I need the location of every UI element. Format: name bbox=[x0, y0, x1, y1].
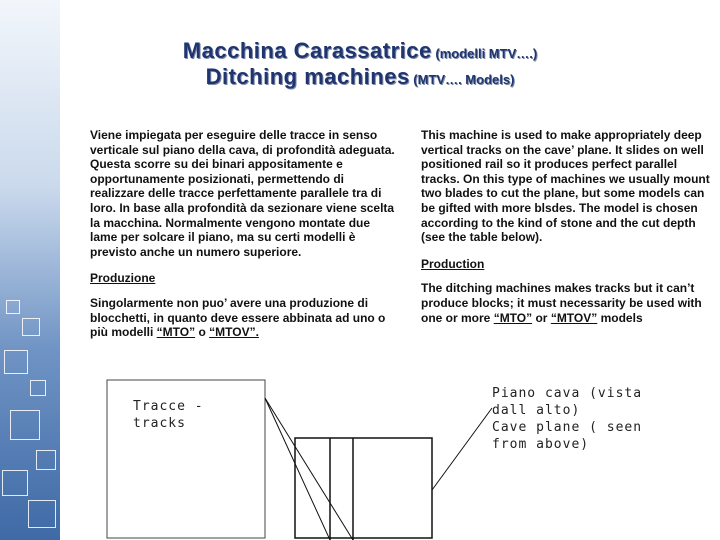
italian-body: Viene impiegata per eseguire delle tracce in senso verticale sul piano della cava, di profondità adeguata. Questa scorre su dei binari appositamente e opportunamente posizionati, permettendo di realizzare delle tracce perfettamente parallele tra di loro. In base alla profondità da sezionare viene scelta la macchina. Normalmente vengono montate due lame per solcare il piano, ma su certi modelli è previsto anche un numero superiore. bbox=[90, 128, 395, 259]
tracks-label-line1: Tracce - bbox=[133, 399, 204, 414]
tracks-label-line2: tracks bbox=[133, 416, 186, 431]
italian-connector: o bbox=[195, 325, 210, 340]
italian-model-mto: “MTO” bbox=[156, 325, 196, 340]
english-model-mtov: “MTOV” bbox=[550, 310, 598, 325]
italian-production-heading: Produzione bbox=[90, 271, 156, 286]
pointer-line-right bbox=[432, 408, 492, 490]
english-tail: models bbox=[597, 310, 643, 325]
plane-label-line3: Cave plane ( seen bbox=[492, 420, 643, 435]
english-production-heading: Production bbox=[421, 256, 485, 271]
english-production-text: The ditching machines makes tracks but it can’t produce blocks; it must necessarity be used with one or more bbox=[421, 281, 702, 325]
plane-label bbox=[492, 385, 642, 453]
title-sub-italian: (modelli MTV….) bbox=[431, 46, 538, 61]
title-sub-english: (MTV…. Models) bbox=[409, 72, 515, 87]
italian-production-text: Singolarmente non puo’ avere una produzione di blocchetti, in quanto deve essere abbinata ad uno o più modelli bbox=[90, 295, 386, 340]
english-model-mto: “MTO” bbox=[493, 310, 533, 325]
english-body: This machine is used to make appropriately deep vertical tracks on the cave’ plane. It slides on well positioned rail so it produces perfect parallel tracks. On this type of machines we usually mount two blades to cut the plane, but some models can be gifted with more blsdes. The model is chosen according to the kind of stone and the cut depth (see the table below). bbox=[421, 128, 710, 245]
title-main-english: Ditching machines bbox=[205, 64, 410, 89]
tracks-label bbox=[133, 398, 204, 432]
quarry-plane-rect bbox=[295, 438, 432, 538]
plane-label-line1: Piano cava (vista bbox=[492, 386, 643, 401]
plane-label-line4: from above) bbox=[492, 437, 590, 452]
title-main-italian: Macchina Carassatrice bbox=[182, 38, 432, 63]
english-connector: or bbox=[532, 310, 551, 325]
plane-label-line2: dall alto) bbox=[492, 403, 581, 418]
italian-model-mtov: “MTOV”. bbox=[209, 325, 259, 340]
